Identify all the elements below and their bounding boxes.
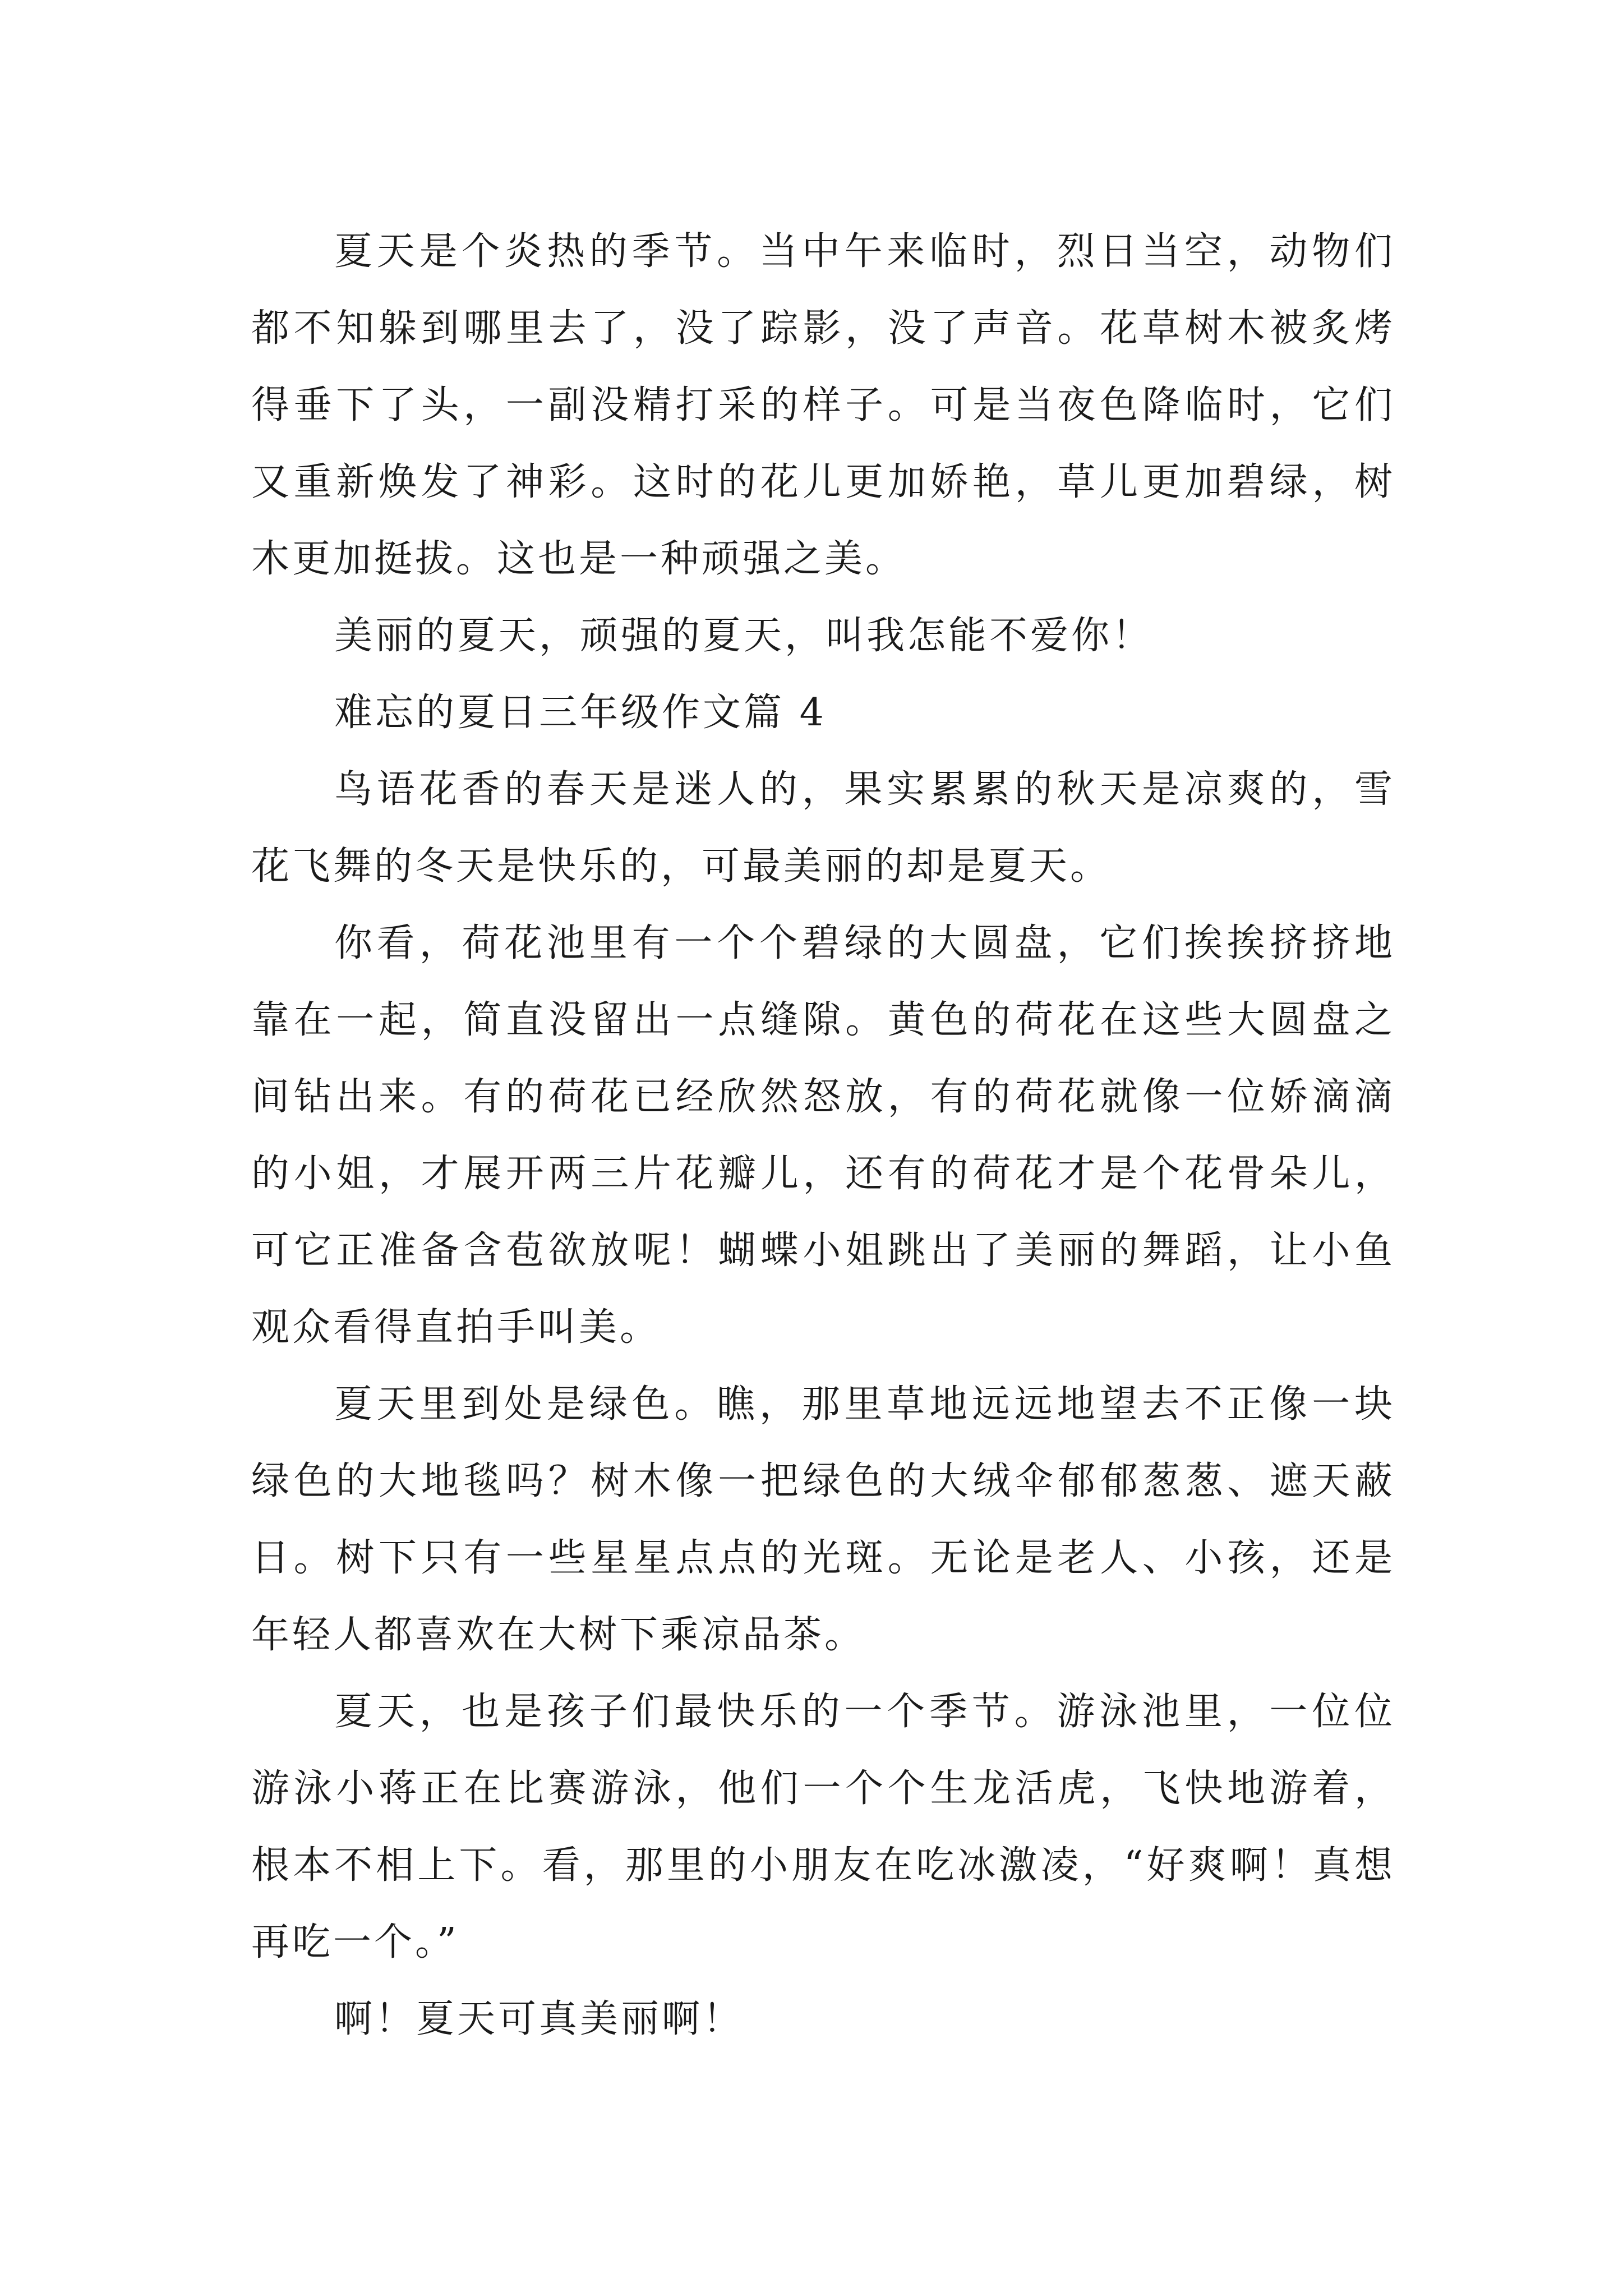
essay-heading: 难忘的夏日三年级作文篇 4: [334, 691, 827, 735]
paragraph-green-everywhere: 夏天里到处是绿色。瞧，那里草地远远地望去不正像一块绿色的大地毯吗？树木像一把绿色的大绒伞郁郁葱葱、遮天蔽日。树下只有一些星星点点的光斑。无论是老人、小孩，还是年轻人都喜欢在大树下乘凉品茶。: [251, 1382, 1395, 1657]
paragraph-seasons: 鸟语花香的春天是迷人的，果实累累的秋天是凉爽的，雪花飞舞的冬天是快乐的，可最美丽的却是夏天。: [251, 767, 1395, 889]
paragraph-love-summer: 美丽的夏天，顽强的夏天，叫我怎能不爱你！: [334, 614, 1154, 658]
document-body: [251, 213, 1395, 2058]
paragraph-children-summer: 夏天，也是孩子们最快乐的一个季节。游泳池里，一位位游泳小蒋正在比赛游泳，他们一个个生龙活虎，飞快地游着，根本不相上下。看，那里的小朋友在吃冰激凌，“好爽啊！真想再吃一个。”: [251, 1690, 1395, 1964]
paragraph-summer-heat: 夏天是个炎热的季节。当中午来临时，烈日当空，动物们都不知躲到哪里去了，没了踪影，没了声音。花草树木被炙烤得垂下了头，一副没精打采的样子。可是当夜色降临时，它们又重新焕发了神彩。这时的花儿更加娇艳，草儿更加碧绿，树木更加挺拔。这也是一种顽强之美。: [251, 229, 1395, 581]
paragraph-lotus-pond: 你看，荷花池里有一个个碧绿的大圆盘，它们挨挨挤挤地靠在一起，简直没留出一点缝隙。黄色的荷花在这些大圆盘之间钻出来。有的荷花已经欣然怒放，有的荷花就像一位娇滴滴的小姐，才展开两三片花瓣儿，还有的荷花才是个花骨朵儿，可它正准备含苞欲放呢！蝴蝶小姐跳出了美丽的舞蹈，让小鱼观众看得直拍手叫美。: [251, 921, 1395, 1350]
paragraph-closing: 啊！夏天可真美丽啊！: [334, 1997, 744, 2041]
